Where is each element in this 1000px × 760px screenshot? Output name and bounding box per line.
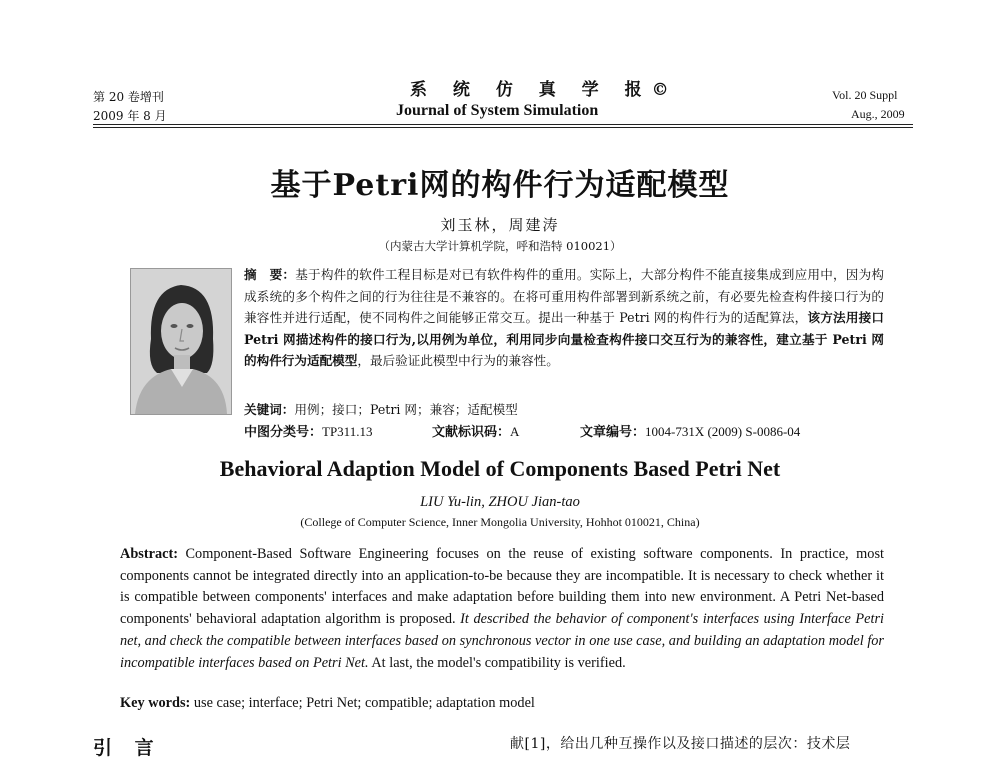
clc-value: TP311.13: [322, 424, 373, 439]
keywords-cn: [244, 399, 518, 418]
author-photo-drawing: [131, 269, 231, 414]
header-rule-2: [93, 127, 913, 128]
authors-en: LIU Yu-lin, ZHOU Jian-tao: [420, 494, 580, 510]
keywords-en: [120, 695, 535, 712]
abstract-en-label: Abstract:: [120, 546, 178, 562]
abstract-cn-text: 基于构件的软件工程目标是对已有软件构件的重用。实际上，大部分构件不能直接集成到应用中，因为构成系统的多个构件之间的行为往往是不兼容的。在将可重用构件部署到新系统之前，有必要先检查构件接口行为的兼容性并进行适配，使不同构件之间能够正常交互。提出一种基于 Petri 网的构件行为的适配算法，: [244, 267, 885, 325]
keywords-cn-label: 关键词：: [244, 402, 295, 417]
abstract-cn: [244, 264, 884, 372]
date-en: Aug., 2009: [851, 107, 905, 121]
paper-title-en: Behavioral Adaption Model of Components Based Petri Net: [219, 456, 781, 481]
journal-title-en: Journal of System Simulation: [396, 102, 599, 119]
abstract-cn-label: 摘 要：: [244, 267, 296, 282]
doc-code-label: 文献标识码：: [432, 425, 511, 440]
abstract-cn-bold-text: 该方法用接口 Petri 网描述构件的接口行为,以用例为单位，利用同步向量检查构件接口交互行为的兼容性，建立基于 Petri 网的构件行为适配模型: [244, 310, 885, 368]
abstract-en-text: Component-Based Software Engineering focuses on the reuse of existing software components. In practice, most components cannot be integrated directly into an application-to-be because they are incompatible. It is necessary to check whether it is compatible between components' interfaces and make adaptation before building them into new environment. A Petri Net-based components' behavioral adaptation algorithm is proposed.: [120, 546, 884, 628]
abstract-en-italic-text: It described the behavior of component's interfaces using Interface Petri net, and check the compatible between interfaces based on synchronous vector in one use case, and building an adaptation model for incompatible interfaces based on Petri Net.: [120, 611, 885, 671]
doc-code: [432, 421, 519, 440]
keywords-cn-text: 用例；接口；Petri 网；兼容；适配模型: [294, 402, 518, 417]
paper-title-cn: 基于Petri网的构件行为适配模型: [270, 168, 730, 203]
affiliation-en: (College of Computer Science, Inner Mongolia University, Hohhot 010021, China): [300, 515, 700, 529]
volume-cn: 第 20 卷增刊: [93, 90, 164, 104]
journal-title-cn: 系 统 仿 真 学 报©: [410, 80, 679, 100]
intro-heading: 引 言: [93, 737, 162, 759]
article-number: [580, 421, 800, 440]
keywords-en-label: Key words:: [120, 695, 191, 711]
author-photo: [130, 268, 232, 415]
affiliation-cn: （内蒙古大学计算机学院，呼和浩特 010021）: [378, 239, 622, 253]
article-number-value: 1004-731X (2009) S-0086-04: [645, 424, 801, 439]
volume-en: Vol. 20 Suppl: [832, 88, 898, 102]
clc-label: 中图分类号：: [244, 425, 323, 440]
article-number-label: 文章编号：: [580, 425, 646, 440]
abstract-cn-ending: ，最后验证此模型中行为的兼容性。: [357, 353, 559, 368]
doc-code-value: A: [510, 424, 520, 439]
header-rule: [93, 124, 913, 125]
abstract-en: [120, 544, 884, 674]
keywords-en-text: use case; interface; Petri Net; compatible; adaptation model: [190, 695, 535, 711]
body-column-2-text: 献[1]，给出几种互操作以及接口描述的层次：技术层: [510, 736, 851, 752]
clc-number: [244, 421, 372, 440]
abstract-en-ending: At last, the model's compatibility is verified.: [368, 654, 626, 671]
date-cn: 2009 年 8 月: [93, 109, 167, 123]
authors-cn: 刘玉林，周建涛: [440, 216, 560, 234]
